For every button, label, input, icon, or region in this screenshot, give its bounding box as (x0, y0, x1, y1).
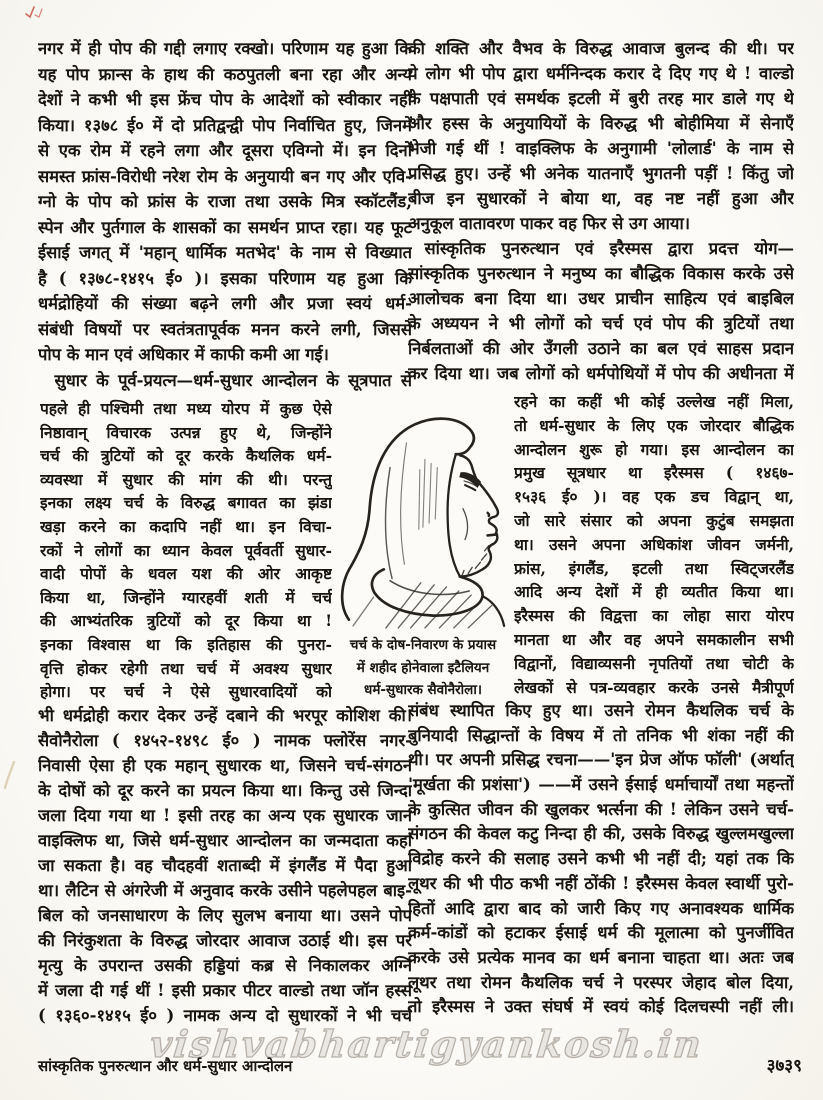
site-watermark: vishvabhartigyankosh.in (148, 1022, 706, 1066)
text-line: इरैस्मस की विद्वत्ता का लोहा सारा योरप (514, 606, 794, 626)
text-line: संगठन की केवल कटु निन्दा ही की, उसके विरुद्ध खुल्लमखुल्ला (408, 824, 794, 844)
text-line: धर्म-सुधारक सैवोनैरोला। (364, 682, 482, 698)
text-line: सांस्कृतिक पुनरुत्थान एवं इरैस्मस द्वारा प्रदत्त योग— (408, 239, 794, 258)
text-line: ईसाई जगत् में 'महान् धार्मिक मतभेद' के नाम से विख्यात (38, 243, 412, 262)
text-line: था। उसने अपना अधिकांश जीवन जर्मनी, (514, 534, 794, 554)
text-line: संबंध स्थापित किए हुए था। उसने रोमन कैथलिक चर्च के (408, 701, 794, 720)
text-line: भेजी गई थीं ! वाइक्लिफ के अनुगामी 'लोलार्ड' के नाम से (408, 139, 794, 158)
text-line: रकों ने लोगों का ध्यान केवल पूर्ववर्ती सुधार- (40, 540, 332, 560)
text-line: बीज इन सुधारकों ने बोया था, वह नष्ट नहीं हुआ और (408, 189, 794, 208)
text-line: की आभ्यंतरिक त्रुटियों को दूर किया था ! (40, 611, 332, 631)
footer-page-number: ३७३९ (766, 1056, 802, 1076)
text-line: इनका विश्वास था कि इतिहास की पुनरा- (40, 634, 332, 654)
text-line: वृत्ति होकर रहेगी तथा चर्च में अवश्य सुधार (40, 658, 332, 678)
text-line: के कुत्सित जीवन की खुलकर भर्त्सना की ! लेकिन उसने चर्च- (408, 799, 794, 819)
text-line: निष्ठावान् विचारक उत्पन्न हुए थे, जिन्होंने (40, 422, 332, 442)
text-line: है ( १३७८-१४१५ ई० )। इसका परिणाम यह हुआ कि (38, 268, 412, 288)
text-line: स्पेन और पुर्तगाल के शासकों का समर्थन प्राप्त रहा। यह फूट (38, 217, 412, 237)
text-line: तो इरैस्मस ने उक्त संघर्ष में स्वयं कोई दिलचस्पी नहीं ली। (408, 997, 794, 1017)
text-line: किया था, जिन्होंने ग्यारहवीं शती में चर्च (40, 587, 332, 607)
text-line: निवासी ऐसा ही एक महान् सुधारक था, जिसने चर्च-संगठन (38, 756, 412, 775)
text-line: विद्रोह करने की सलाह उसने कभी भी नहीं दी; यहां तक कि (408, 849, 794, 869)
text-line: और हस्स के अनुयायियों के विरुद्ध भी बोहीमिया में सेनाएँ (408, 114, 794, 133)
text-line: लूथर की भी पीठ कभी नहीं ठोंकी ! इरैस्मस केवल स्वार्थी पुरो- (408, 873, 794, 893)
text-line: भी धर्मद्रोही करार देकर उन्हें दबाने की भरपूर कोशिश की। (38, 706, 412, 725)
margin-smudge-mark (2, 758, 16, 792)
text-line: देशों ने कभी भी इस फ्रेंच पोप के आदेशों को स्वीकार नहीं (38, 90, 412, 109)
text-line: प्रमुख सूत्रधार था इरैस्मस ( १४६७- (514, 463, 794, 483)
text-line: मृत्यु के उपरान्त उसकी हड्डियां कब्र से निकालकर अग्नि (38, 956, 412, 975)
text-line: जला दिया गया था ! इसी तरह का अन्य एक सुधारक जान (38, 806, 412, 825)
text-line: निर्बलताओं की ओर उँगली उठाने का बल एवं साहस प्रदान (408, 339, 794, 358)
text-line: १५३६ ई० )। वह एक डच विद्वान् था, (514, 487, 794, 507)
footer-running-title: सांस्कृतिक पुनरुत्थान और धर्म-सुधार आन्दोलन (38, 1057, 293, 1075)
text-line: आलोचक बना दिया था। उधर प्राचीन साहित्य एवं बाइबिल (408, 289, 794, 308)
text-line: के पक्षपाती एवं समर्थक इटली में बुरी तरह मार डाले गए थे (408, 89, 794, 108)
text-line: चर्च के दोष-निवारण के प्रयास (349, 637, 497, 653)
text-line: करके उसे प्रत्येक मानव का धर्म बनाना चाहता था। अतः जब (408, 947, 794, 967)
text-line: ये लोग भी पोप द्वारा धर्मनिन्दक करार दे दिए गए थे ! वाल्डो (408, 64, 794, 83)
text-line: के अध्ययन ने भी लोगों को चर्च एवं पोप की त्रुटियों तथा (408, 314, 794, 333)
text-line: सांस्कृतिक पुनरुत्थान ने मनुष्य का बौद्धिक विकास करके उसे (408, 264, 794, 283)
text-line: अनुकूल वातावरण पाकर वह फिर से उग आया। (408, 214, 691, 233)
text-line: लूथर तथा रोमन कैथलिक चर्च ने परस्पर जेहाद बोल दिया, (408, 972, 794, 992)
left-column-lower-text (38, 703, 412, 1028)
text-line: की निरंकुशता के विरुद्ध जोरदार आवाज उठाई थी। इस पर (38, 931, 412, 950)
text-line: बिल को जनसाधारण के लिए सुलभ बनाया था। उसने पोप (38, 906, 412, 925)
text-line: होगा। पर चर्च ने ऐसे सुधारवादियों को (40, 682, 332, 702)
text-line: ग्नो के पोप को फ्रांस के राजा तथा उसके मित्र स्कॉटलैंड, (38, 192, 412, 211)
text-line: सैवोनैरोला ( १४५२-१४९८ ई० ) नामक फ्लोरेंस नगर- (38, 731, 412, 750)
text-line: किया। १३७८ ई० में दो प्रतिद्वन्द्वी पोप निर्वाचित हुए, जिनमें (38, 115, 412, 135)
right-column-beside-figure-text (514, 390, 794, 699)
text-line: जा सकता है। वह चौदहवीं शताब्दी में इंगलैंड में पैदा हुआ (38, 856, 412, 875)
text-line: नगर में ही पोप की गद्दी लगाए रक्खो। परिणाम यह हुआ कि (38, 39, 412, 58)
text-line: 'मूर्खता की प्रशंसा') ——में उसने ईसाई धर्माचार्यों तथा महन्तों (408, 775, 794, 795)
text-line: संबंधी विषयों पर स्वतंत्रतापूर्वक मनन करने लगी, जिससे (38, 319, 412, 339)
text-line: व्यवस्था में सुधार की मांग की थी। परन्तु (40, 469, 332, 489)
text-line: में शहीद होनेवाला इटैलियन (356, 659, 490, 676)
text-line: वादी पोपों के धवल यश की ओर आकृष्ट (40, 564, 332, 584)
text-line: इनका लक्ष्य चर्च के विरुद्ध बगावत का झंडा (40, 493, 332, 513)
left-column-upper-text (38, 36, 412, 393)
text-line: तो धर्म-सुधार के लिए एक जोरदार बौद्धिक (514, 415, 794, 435)
text-line: था। लैटिन से अंगरेजी में अनुवाद करके उसीने पहलेपहल बाइ- (38, 881, 412, 900)
text-line: जो सारे संसार को अपना कुटुंब समझता (514, 510, 794, 530)
text-line: मानता था और वह अपने समकालीन सभी (514, 629, 794, 649)
text-line: सुधार के पूर्व-प्रयत्न—धर्म-सुधार आन्दोलन के सूत्रपात से (38, 370, 412, 390)
text-line: पोप के मान एवं अधिकार में काफी कमी आ गई। (38, 345, 329, 364)
text-line: पहले ही पश्चिमी तथा मध्य योरप में कुछ ऐसे (40, 399, 332, 418)
text-line: रहने का कहीं भी कोई उल्लेख नहीं मिला, (514, 392, 794, 411)
text-line: आदि अन्य देशों में ही व्यतीत किया था। (514, 582, 794, 602)
text-line: लेखकों से पत्र-व्यवहार करके उनसे मैत्रीपूर्ण (514, 677, 794, 697)
text-line: विद्वानों, विद्याव्यसनी नृपतियों तथा चोटी के (514, 653, 794, 673)
text-line: के दोषों को दूर करने का प्रयत्न किया था। किन्तु उसे जिन्दा (38, 781, 412, 800)
text-line: फ्रांस, इंगलैंड, इटली तथा स्विट्जरलैंड (514, 558, 794, 578)
text-line: धर्मद्रोहियों की संख्या बढ़ने लगी और प्रजा स्वयं धर्म- (38, 294, 412, 313)
right-column-upper-text (408, 36, 794, 386)
red-pen-mark (24, 4, 44, 20)
text-line: चर्च की त्रुटियों को दूर करके कैथलिक धर्म- (40, 446, 332, 466)
text-line: कर दिया था। जब लोगों को धर्मपोथियों में पोप की अधीनता में (408, 364, 794, 383)
text-line: खड़ा करने का कदापि नहीं था। इन विचा- (40, 516, 332, 536)
savonarola-portrait-illustration (336, 408, 516, 630)
hooded-monk-profile-sketch (336, 408, 516, 630)
text-line: समस्त फ्रांस-विरोधी नरेश रोम के अनुयायी बन गए और एवि- (38, 166, 412, 186)
text-line: से एक रोम में रहने लगा और दूसरा एविग्नो में। इन दिनों (38, 141, 412, 160)
text-line: में जला दी गई थीं ! इसी प्रकार पीटर वाल्डो तथा जॉन हस्स (38, 981, 412, 1000)
text-line: बुनियादी सिद्धान्तों के विषय में तो तनिक भी शंका नहीं की (408, 725, 794, 745)
text-line: ( १३६०-१४१५ ई० ) नामक अन्य दो सुधारकों ने भी चर्च (38, 1006, 412, 1025)
text-line: प्रसिद्ध हुए। उन्हें भी अनेक यातनाएँ भुगतनी पड़ीं ! किंतु जो (408, 164, 794, 183)
text-line: हितों आदि द्वारा बाद को जारी किए गए अनावश्यक धार्मिक (408, 898, 794, 918)
figure-caption (328, 634, 518, 702)
left-column-beside-figure-text (40, 397, 332, 704)
text-line: यह पोप फ्रान्स के हाथ की कठपुतली बना रहा और अन्य (38, 64, 412, 84)
text-line: कर्म-कांडों को हटाकर ईसाई धर्म की मूलात्मा को पुनर्जीवित (408, 923, 794, 943)
text-line: वाइक्लिफ था, जिसे धर्म-सुधार आन्दोलन का जन्मदाता कहा (38, 831, 412, 850)
text-line: थी। पर अपनी प्रसिद्ध रचना——'इन प्रेज ऑफ फॉली' (अर्थात् (408, 750, 794, 770)
right-column-lower-text (408, 699, 794, 1020)
text-line: की शक्ति और वैभव के विरुद्ध आवाज बुलन्द की थी। पर (408, 39, 794, 58)
text-line: आन्दोलन शुरू हो गया। इस आन्दोलन का (514, 439, 794, 459)
